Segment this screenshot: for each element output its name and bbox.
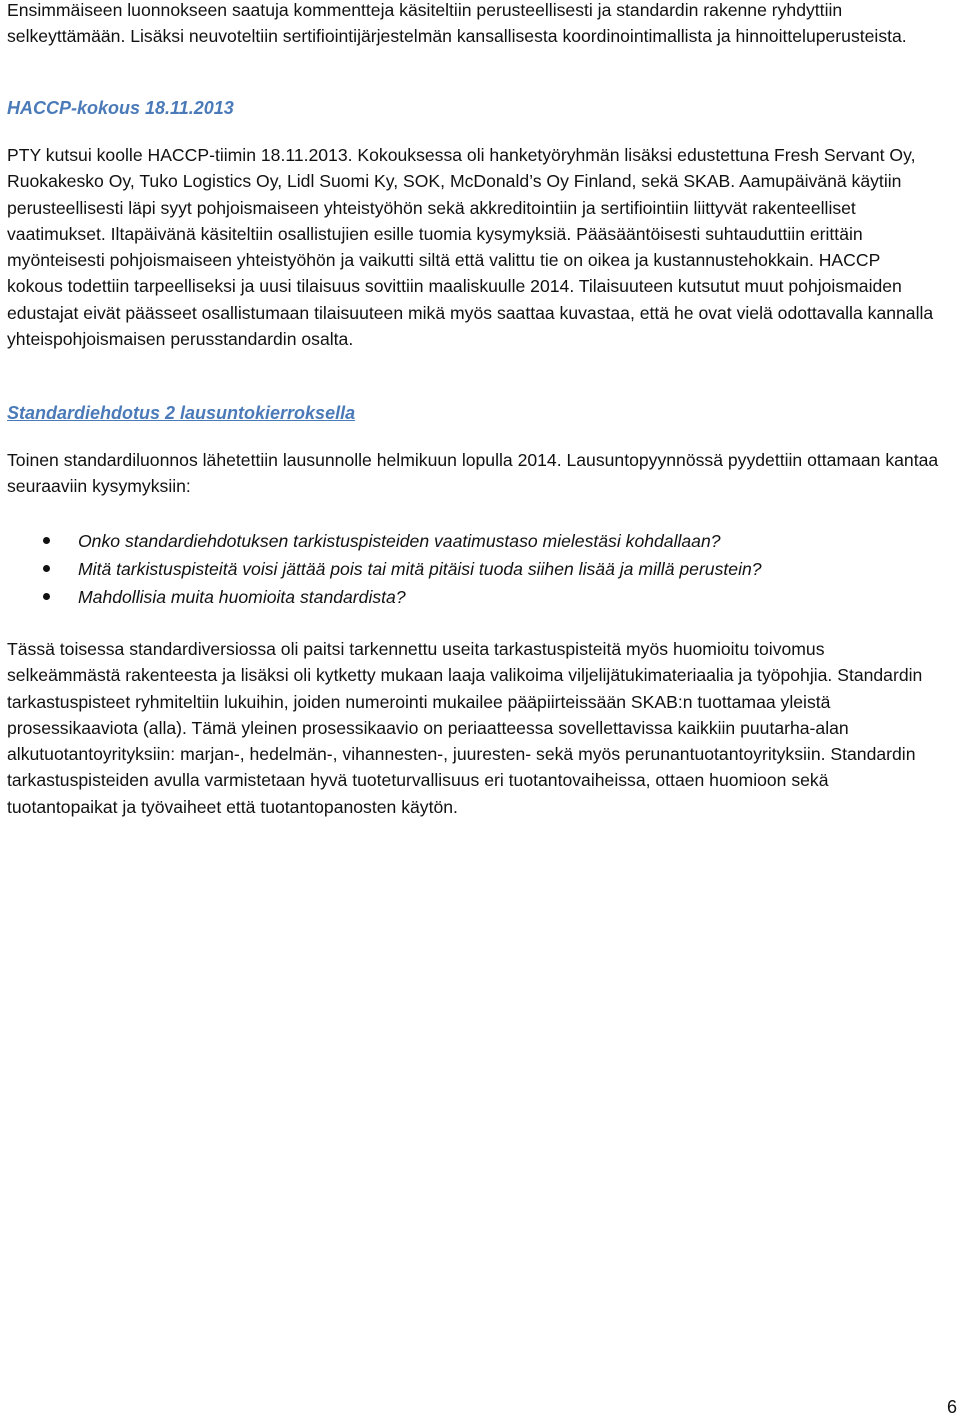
haccp-meeting-paragraph: PTY kutsui koolle HACCP-tiimin 18.11.2013. Kokouksessa oli hanketyöryhmän lisäksi edustettuna Fresh Servant Oy, Ruokakesko Oy, Tuko Logistics Oy, Lidl Suomi Ky, SOK, McDonald’s Oy Finland, sekä SKAB. Aamupäivänä käytiin perusteellisesti läpi syyt pohjoismaiseen yhteistyöhön sekä akkreditointiin ja sertifiointiin liittyvät rakenteelliset vaatimukset. Iltapäivänä käsiteltiin osallistujien esille tuomia kysymyksiä. Pääsääntöisesti suhtauduttiin erittäin myönteisesti pohjoismaiseen yhteistyöhön ja vaikutti siltä että valittu tie on oikea ja kustannustehokkain. HACCP kokous todettiin tarpeelliseksi ja uusi tilaisuus sovittiin maaliskuulle 2014. Tilaisuuteen kutsutut muut pohjoismaiden edustajat eivät päässeet osallistumaan tilaisuuteen mikä myös saattaa kuvastaa, että he ovat vielä odottavalla kannalla yhteispohjoismaisen perusstandardin osalta. xyxy=(7,145,934,350)
second-draft-paragraph: Toinen standardiluonnos lähetettiin lausunnolle helmikuun lopulla 2014. Lausuntopyynnössä pyydettiin ottamaan kantaa seuraaviin kysymyksiin: xyxy=(7,450,939,497)
question-text: Onko standardiehdotuksen tarkistuspisteiden vaatimustaso mielestäsi kohdallaan? xyxy=(78,531,721,551)
questions-list xyxy=(7,527,939,611)
intro-paragraph: Ensimmäiseen luonnokseen saatuja kommentteja käsiteltiin perusteellisesti ja standardin rakenne ryhdyttiin selkeyttämään. Lisäksi neuvoteltiin sertifiointijärjestelmän kansallisesta koordinointimallista ja hinnoitteluperusteista. xyxy=(7,0,907,47)
page-number: 6 xyxy=(946,1397,957,1417)
bullet-icon xyxy=(43,565,50,572)
list-item xyxy=(7,583,939,611)
question-text: Mitä tarkistuspisteitä voisi jättää pois tai mitä pitäisi tuoda siihen lisää ja millä perustein? xyxy=(78,559,762,579)
question-text: Mahdollisia muita huomioita standardista? xyxy=(78,587,406,607)
list-item xyxy=(7,527,939,555)
list-item xyxy=(7,555,939,583)
bullet-icon xyxy=(43,593,50,600)
second-version-paragraph: Tässä toisessa standardiversiossa oli paitsi tarkennettu useita tarkastuspisteitä myös huomioitu toivomus selkeämmästä rakenteesta ja lisäksi oli kytketty mukaan laaja valikoima viljelijätukimateriaalia ja työpohjia. Standardin tarkastuspisteet ryhmiteltiin lukuihin, joiden numerointi mukailee pääpiirteissään SKAB:n tuottamaa yleistä prosessikaaviota (alla). Tämä yleinen prosessikaavio on periaatteessa sovellettavissa kaikkiin puutarha-alan alkutuotantoyrityksiin: marjan-, hedelmän-, vihannesten-, juuresten- sekä myös perunantuotantoyrityksiin. Standardin tarkastuspisteiden avulla varmistetaan hyvä tuoteturvallisuus eri tuotantovaiheissa, ottaen huomioon sekä tuotantopaikat ja työvaiheet että tuotantopanosten käytön. xyxy=(7,639,923,817)
bullet-icon xyxy=(43,537,50,544)
standard-proposal-heading: Standardiehdotus 2 lausuntokierroksella xyxy=(7,403,356,423)
haccp-meeting-heading: HACCP-kokous 18.11.2013 xyxy=(7,98,234,118)
